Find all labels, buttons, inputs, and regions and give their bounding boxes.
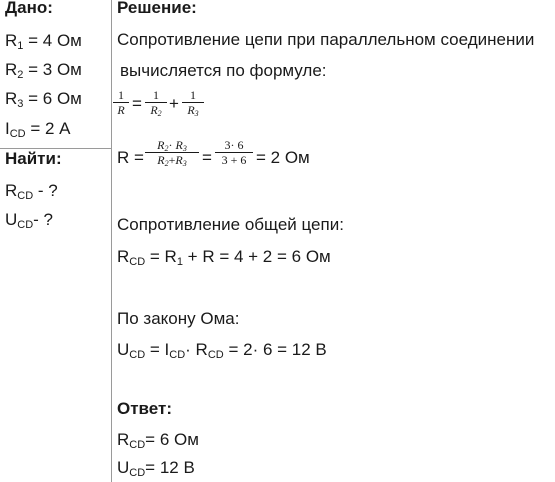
solution-intro-line2: вычисляется по формуле: bbox=[120, 61, 327, 80]
answer-header: Ответ: bbox=[117, 399, 172, 418]
total-title: Сопротивление общей цепи: bbox=[117, 215, 344, 234]
equals-sign-2: = bbox=[202, 148, 212, 167]
given-header: Дано: bbox=[5, 0, 53, 17]
given-icd: $I_{CD} = 2$ А bbox=[5, 119, 71, 140]
term-r3-fraction: $\frac{1}{R_3}$ bbox=[182, 89, 204, 117]
equals-sign: = bbox=[132, 94, 142, 113]
given-r3: $R_3 = 6$ Ом bbox=[5, 89, 82, 110]
column-divider bbox=[111, 0, 112, 482]
answer-ucd: $U_{CD}= 12$ В bbox=[117, 458, 195, 479]
term-r2-fraction: $\frac{1}{R_2}$ bbox=[145, 89, 167, 117]
solution-intro-line1: Сопротивление цепи при параллельном соединении bbox=[117, 30, 535, 49]
answer-rcd: $R_{CD}= 6$ Ом bbox=[117, 430, 199, 451]
solution-header: Решение: bbox=[117, 0, 197, 17]
find-header: Найти: bbox=[5, 149, 62, 168]
given-r1: $R_1 = 4$ Ом bbox=[5, 31, 82, 52]
find-ucd: $U_{CD}-$ ? bbox=[5, 210, 54, 231]
numeric-fraction: $\frac{3\cdot 6}{3 + 6}$ bbox=[215, 139, 253, 167]
ohm-law-line: $U_{CD} = I_{CD}\cdot R_{CD} = 2\cdot 6 = 12$ В bbox=[117, 340, 327, 361]
lhs-fraction: $\frac{1}{R}$ bbox=[113, 89, 129, 117]
symbolic-fraction: $\frac{R_2\cdot R_3}{R_2+R_3}$ bbox=[145, 139, 199, 167]
find-rcd: $R_{CD}$ - ? bbox=[5, 181, 58, 202]
r-equals: R = bbox=[117, 148, 144, 167]
given-r2: $R_2 = 3$ Ом bbox=[5, 60, 82, 81]
plus-sign: + bbox=[169, 94, 179, 113]
total-resistance-line: $R_{CD} = R_1 + R = 4 + 2 = 6$ Ом bbox=[117, 247, 331, 268]
ohm-title: По закону Ома: bbox=[117, 309, 240, 328]
r-result: = 2 Ом bbox=[256, 148, 310, 167]
